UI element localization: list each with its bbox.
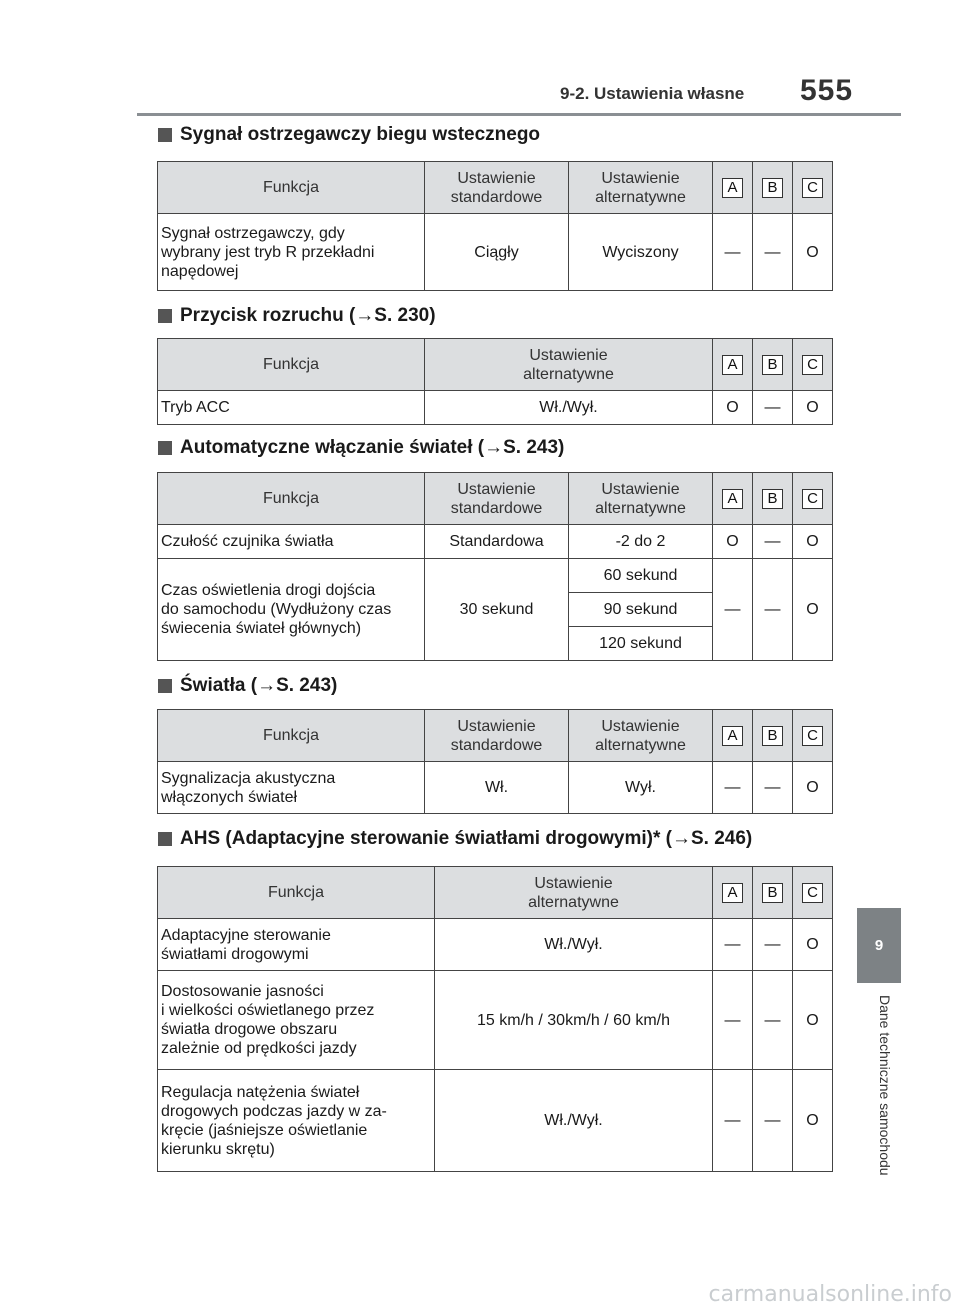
col-head-a [713,339,753,391]
chapter-tab: 9 [857,908,901,983]
cell-standard: Ciągły [425,214,569,291]
table-row [158,971,833,1070]
chapter-label: Dane techniczne samochodu [877,995,893,1176]
cell-alternative: Wył. [569,762,713,814]
col-head-alternative: Ustawienie alternatywne [569,473,713,525]
cell-alternative: Wyciszony [569,214,713,291]
square-bullet-icon [158,679,172,693]
cell-c: O [793,214,833,291]
col-head-c [793,162,833,214]
cell-b: — [753,391,793,425]
cell-standard: 30 sekund [425,559,569,661]
square-bullet-icon [158,309,172,323]
table-lights [157,709,833,814]
table-ahs [157,866,833,1172]
col-head-b [753,710,793,762]
col-head-standard: Ustawienie standardowe [425,473,569,525]
col-head-b [753,473,793,525]
table-start-button [157,338,833,425]
label-b-box: B [762,883,783,903]
table-auto-lights [157,472,833,661]
cell-c: O [793,391,833,425]
cell-function: Czułość czujnika światła [158,525,425,559]
cell-function: Dostosowanie jasności i wielkości oświetlanego przez światła drogowe obszaru zależnie od prędkości jazdy [158,971,435,1070]
col-head-funkcja: Funkcja [158,710,425,762]
label-b-box: B [762,178,783,198]
section-title-lights [158,675,337,697]
cell-c: O [793,1070,833,1172]
col-head-alternative: Ustawienie alternatywne [569,162,713,214]
cell-b: — [753,919,793,971]
section-title-text: Światła (→S. 243) [180,675,338,696]
cell-b: — [753,214,793,291]
header-divider [137,113,901,116]
label-a-box: A [722,178,743,198]
table-row [158,391,833,425]
col-head-a [713,162,753,214]
cell-a: — [713,971,753,1070]
label-a-box: A [722,355,743,375]
label-b-box: B [762,355,783,375]
label-a-box: A [722,726,743,746]
label-a-box: A [722,883,743,903]
cell-c: O [793,762,833,814]
section-title-start-button [158,305,436,327]
table-reverse-signal [157,161,833,291]
col-head-alternative: Ustawienie alternatywne [425,339,713,391]
cell-c: O [793,919,833,971]
label-b-box: B [762,489,783,509]
square-bullet-icon [158,832,172,846]
col-head-c [793,339,833,391]
label-b-box: B [762,726,783,746]
table-header-row [158,473,833,525]
table-header-row [158,710,833,762]
cell-a: — [713,762,753,814]
cell-alternative: Wł./Wył. [435,1070,713,1172]
cell-function: Tryb ACC [158,391,425,425]
square-bullet-icon [158,128,172,142]
cell-c: O [793,525,833,559]
section-title-text: AHS (Adaptacyjne sterowanie światłami drogowymi)* (→S. 246) [180,828,753,849]
col-head-funkcja: Funkcja [158,339,425,391]
cell-standard: Wł. [425,762,569,814]
cell-function: Sygnał ostrzegawczy, gdy wybrany jest tryb R przekładni napędowej [158,214,425,291]
cell-alternative: Wł./Wył. [435,919,713,971]
cell-c: O [793,559,833,661]
col-head-alternative: Ustawienie alternatywne [435,867,713,919]
cell-alternative: 60 sekund [569,559,713,593]
col-head-funkcja: Funkcja [158,867,435,919]
cell-a: O [713,525,753,559]
cell-a: — [713,214,753,291]
col-head-b [753,339,793,391]
col-head-a [713,867,753,919]
table-header-row [158,867,833,919]
cell-a: O [713,391,753,425]
watermark: carmanualsonline.info [708,1282,952,1307]
cell-b: — [753,1070,793,1172]
label-c-box: C [802,883,823,903]
col-head-b [753,867,793,919]
col-head-standard: Ustawienie standardowe [425,710,569,762]
table-row [158,525,833,559]
cell-alternative: 120 sekund [569,627,713,661]
col-head-alternative: Ustawienie alternatywne [569,710,713,762]
col-head-funkcja: Funkcja [158,162,425,214]
table-row [158,559,833,593]
cell-b: — [753,971,793,1070]
col-head-c [793,473,833,525]
section-header: 9-2. Ustawienia własne [560,84,745,103]
label-c-box: C [802,178,823,198]
section-title-auto-lights [158,437,564,459]
table-row [158,214,833,291]
table-row [158,919,833,971]
table-header-row [158,162,833,214]
table-row [158,762,833,814]
label-a-box: A [722,489,743,509]
col-head-a [713,473,753,525]
section-title-text: Przycisk rozruchu (→S. 230) [180,305,436,326]
col-head-funkcja: Funkcja [158,473,425,525]
label-c-box: C [802,355,823,375]
col-head-c [793,710,833,762]
cell-a: — [713,559,753,661]
cell-alternative: 90 sekund [569,593,713,627]
cell-function: Adaptacyjne sterowanie światłami drogowymi [158,919,435,971]
table-row [158,1070,833,1172]
label-c-box: C [802,726,823,746]
page-number: 555 [800,74,854,107]
cell-a: — [713,1070,753,1172]
square-bullet-icon [158,441,172,455]
cell-b: — [753,525,793,559]
col-head-b [753,162,793,214]
col-head-a [713,710,753,762]
table-header-row [158,339,833,391]
cell-c: O [793,971,833,1070]
cell-function: Sygnalizacja akustyczna włączonych świateł [158,762,425,814]
cell-standard: Standardowa [425,525,569,559]
section-title-reverse-signal [158,124,540,146]
section-title-text: Sygnał ostrzegawczy biegu wstecznego [180,124,541,145]
cell-alternative: Wł./Wył. [425,391,713,425]
cell-alternative: -2 do 2 [569,525,713,559]
col-head-standard: Ustawienie standardowe [425,162,569,214]
cell-function: Regulacja natężenia świateł drogowych podczas jazdy w za- kręcie (jaśniejsze oświetlanie kierunku skrętu) [158,1070,435,1172]
cell-function: Czas oświetlenia drogi dojścia do samochodu (Wydłużony czas świecenia świateł głównych) [158,559,425,661]
section-title-ahs [158,828,752,850]
cell-alternative: 15 km/h / 30km/h / 60 km/h [435,971,713,1070]
cell-b: — [753,559,793,661]
section-title-text: Automatyczne włączanie świateł (→S. 243) [180,437,565,458]
col-head-c [793,867,833,919]
label-c-box: C [802,489,823,509]
cell-a: — [713,919,753,971]
cell-b: — [753,762,793,814]
